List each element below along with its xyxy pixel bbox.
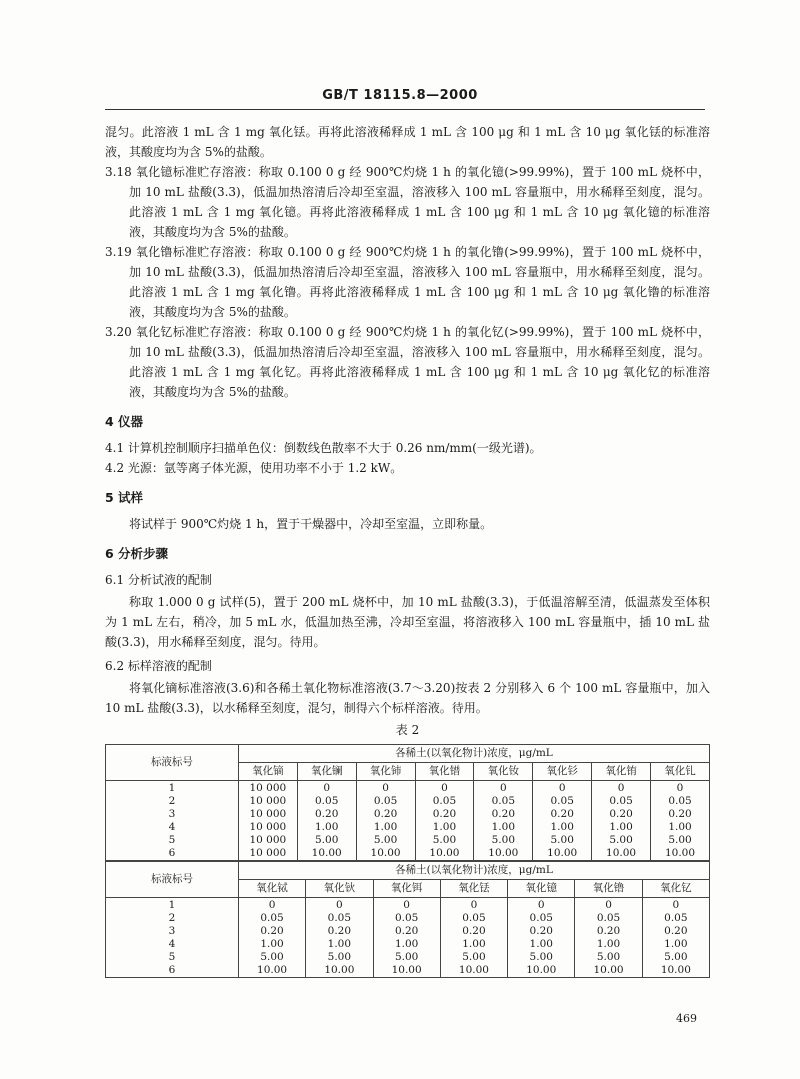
row-header: 标液标号 — [106, 745, 239, 781]
row-label: 2 — [106, 795, 239, 808]
clause-4-2: 4.2 光源：氩等离子体光源，使用功率不小于 1.2 kW。 — [105, 461, 403, 475]
table-cell: 10.00 — [575, 964, 642, 978]
table-row — [106, 964, 710, 978]
table-cell: 0.05 — [508, 912, 575, 925]
standards-table-part1 — [105, 744, 710, 861]
clause-4-1: 4.1 计算机控制顺序扫描单色仪：倒数线色散率不大于 0.26 nm/mm(一级光谱)。 — [105, 441, 542, 455]
table-cell: 10.00 — [440, 964, 507, 978]
table-cell: 5.00 — [533, 834, 592, 847]
table-cell: 5.00 — [575, 951, 642, 964]
table-cell: 0.20 — [533, 808, 592, 821]
table-cell: 0.20 — [297, 808, 356, 821]
table-cell: 5.00 — [415, 834, 474, 847]
clause-6-1-title: 6.1 分析试液的配制 — [105, 573, 212, 587]
table-cell: 0.05 — [642, 912, 709, 925]
table-row — [106, 925, 710, 938]
table-cell: 5.00 — [508, 951, 575, 964]
table-cell: 0.20 — [651, 808, 710, 821]
table-cell: 0.20 — [508, 925, 575, 938]
clause-3-18: 3.18 氧化镱标准贮存溶液：称取 0.100 0 g 经 900℃灼烧 1 h 的氧化镱(>99.99%)，置于 100 mL 烧杯中，加 10 mL 盐酸(3.3)，低温加热溶清后冷却至室温，溶液移入 100 mL 容量瓶中，用水稀释至刻度，混匀。此溶液 1 mL 含 1 mg 氧化镱。再将此溶液稀释成 1 mL 含 100 μg 和 1 mL 含 10 μg 氧化镱的标准溶液，其酸度均为含 5%的盐酸。 — [105, 165, 710, 239]
table-cell: 5.00 — [238, 951, 305, 964]
table-cell: 10 000 — [238, 834, 297, 847]
table-cell: 0.20 — [373, 925, 440, 938]
column-header: 氧化钆 — [651, 763, 710, 781]
section-6-title: 6 分析步骤 — [105, 546, 169, 561]
column-header: 氧化镨 — [415, 763, 474, 781]
column-header: 氧化钬 — [306, 880, 373, 898]
table-cell: 1.00 — [508, 938, 575, 951]
table-cell: 5.00 — [373, 951, 440, 964]
group-header: 各稀土(以氧化物计)浓度，μg/mL — [238, 745, 709, 763]
table-cell: 5.00 — [440, 951, 507, 964]
column-header: 氧化镥 — [575, 880, 642, 898]
table-cell: 1.00 — [592, 821, 651, 834]
table-cell: 0.05 — [356, 795, 415, 808]
table-cell: 0.05 — [238, 912, 305, 925]
table-cell: 10.00 — [474, 847, 533, 861]
group-header: 各稀土(以氧化物计)浓度，μg/mL — [238, 862, 709, 880]
table-cell: 10.00 — [533, 847, 592, 861]
table-cell: 0.20 — [642, 925, 709, 938]
clause-6-1-text: 称取 1.000 0 g 试样(5)，置于 200 mL 烧杯中，加 10 mL 盐酸(3.3)，于低温溶解至清，低温蒸发至体积为 1 mL 左右，稍冷，加 5 mL 水，低温加热至沸，冷却至室温，将溶液移入 100 mL 容量瓶中，插 10 mL 盐酸(3.3)，用水稀释至刻度，混匀。待用。 — [105, 595, 710, 649]
table-cell: 1.00 — [373, 938, 440, 951]
table-cell: 0.05 — [474, 795, 533, 808]
table-cell: 1.00 — [440, 938, 507, 951]
column-header: 氧化镱 — [508, 880, 575, 898]
table-cell: 10 000 — [238, 795, 297, 808]
table-row — [106, 834, 710, 847]
row-header: 标液标号 — [106, 862, 239, 898]
table-cell: 1.00 — [642, 938, 709, 951]
table-cell: 0 — [440, 898, 507, 913]
clause-6-2-title: 6.2 标样溶液的配制 — [105, 659, 212, 673]
table-cell: 1.00 — [533, 821, 592, 834]
section-5-text: 将试样于 900℃灼烧 1 h，置于干燥器中，冷却至室温，立即称量。 — [129, 517, 493, 531]
table-cell: 0 — [373, 898, 440, 913]
column-header: 氧化钕 — [474, 763, 533, 781]
row-label: 4 — [106, 938, 239, 951]
table-cell: 10.00 — [373, 964, 440, 978]
column-header: 氧化铥 — [440, 880, 507, 898]
column-header: 氧化铒 — [373, 880, 440, 898]
section-4-title: 4 仪器 — [105, 414, 144, 429]
table-caption: 表 2 — [395, 723, 420, 737]
table-cell: 5.00 — [356, 834, 415, 847]
standards-table-part2 — [105, 861, 710, 978]
table-cell: 0.20 — [415, 808, 474, 821]
table-cell: 0 — [297, 781, 356, 796]
table-cell: 10 000 — [238, 781, 297, 796]
row-label: 1 — [106, 898, 239, 913]
column-header: 氧化镧 — [297, 763, 356, 781]
table-cell: 0 — [474, 781, 533, 796]
table-row — [106, 938, 710, 951]
table-cell: 0 — [415, 781, 474, 796]
column-header: 氧化钐 — [533, 763, 592, 781]
table-cell: 0 — [306, 898, 373, 913]
table-cell: 1.00 — [356, 821, 415, 834]
table-cell: 0.05 — [415, 795, 474, 808]
page-number: 469 — [676, 1012, 697, 1025]
table-cell: 1.00 — [415, 821, 474, 834]
table-cell: 0.05 — [373, 912, 440, 925]
table-cell: 10.00 — [508, 964, 575, 978]
row-label: 5 — [106, 951, 239, 964]
clause-6-2-text: 将氧化镝标准溶液(3.6)和各稀土氧化物标准溶液(3.7～3.20)按表 2 分别移入 6 个 100 mL 容量瓶中，加入 10 mL 盐酸(3.3)，以水稀释至刻度，混匀，制得六个标样溶液。待用。 — [105, 681, 710, 715]
table-cell: 5.00 — [306, 951, 373, 964]
table-cell: 10.00 — [642, 964, 709, 978]
table-cell: 1.00 — [575, 938, 642, 951]
table-cell: 0 — [642, 898, 709, 913]
table-cell: 10.00 — [297, 847, 356, 861]
table-cell: 0 — [592, 781, 651, 796]
table-cell: 0.20 — [575, 925, 642, 938]
table-cell: 1.00 — [297, 821, 356, 834]
clause-3-19: 3.19 氧化镥标准贮存溶液：称取 0.100 0 g 经 900℃灼烧 1 h 的氧化镥(>99.99%)，置于 100 mL 烧杯中，加 10 mL 盐酸(3.3)，低温加热溶清后冷却至室温，溶液移入 100 mL 容量瓶中，用水稀释至刻度，混匀。此溶液 1 mL 含 1 mg 氧化镥。再将此溶液稀释成 1 mL 含 100 μg 和 1 mL 含 10 μg 氧化镥的标准溶液，其酸度均为含 5%的盐酸。 — [105, 245, 710, 319]
header-rule — [105, 109, 705, 110]
table-cell: 1.00 — [651, 821, 710, 834]
table-cell: 5.00 — [297, 834, 356, 847]
table-cell: 0.20 — [306, 925, 373, 938]
column-header: 氧化钇 — [642, 880, 709, 898]
table-cell: 5.00 — [474, 834, 533, 847]
table-cell: 0.20 — [238, 925, 305, 938]
row-label: 6 — [106, 847, 239, 861]
table-cell: 5.00 — [642, 951, 709, 964]
table-cell: 10 000 — [238, 821, 297, 834]
table-row — [106, 808, 710, 821]
table-cell: 10.00 — [238, 964, 305, 978]
table-row — [106, 898, 710, 913]
table-cell: 0 — [651, 781, 710, 796]
table-row — [106, 821, 710, 834]
table-cell: 0.05 — [575, 912, 642, 925]
row-label: 6 — [106, 964, 239, 978]
table-row — [106, 847, 710, 861]
paragraph-continuation: 混匀。此溶液 1 mL 含 1 mg 氧化铥。再将此溶液稀释成 1 mL 含 100 μg 和 1 mL 含 10 μg 氧化铥的标准溶液，其酸度均为含 5%的盐酸。 — [105, 125, 710, 159]
table-cell: 0 — [356, 781, 415, 796]
row-label: 5 — [106, 834, 239, 847]
row-label: 2 — [106, 912, 239, 925]
table-row — [106, 951, 710, 964]
standard-header: GB/T 18115.8—2000 — [322, 88, 478, 103]
table-cell: 10.00 — [415, 847, 474, 861]
table-cell: 0 — [575, 898, 642, 913]
table-cell: 0.20 — [356, 808, 415, 821]
table-cell: 0.05 — [440, 912, 507, 925]
page-content — [105, 122, 710, 978]
table-cell: 0.05 — [651, 795, 710, 808]
table-cell: 0 — [238, 898, 305, 913]
column-header: 氧化镝 — [238, 763, 297, 781]
section-5-title: 5 试样 — [105, 490, 144, 505]
table-cell: 0.05 — [297, 795, 356, 808]
table-cell: 10 000 — [238, 847, 297, 861]
column-header: 氧化铕 — [592, 763, 651, 781]
clause-3-20: 3.20 氧化钇标准贮存溶液：称取 0.100 0 g 经 900℃灼烧 1 h 的氧化钇(>99.99%)，置于 100 mL 烧杯中，加 10 mL 盐酸(3.3)，低温加热溶清后冷却至室温，溶液移入 100 mL 容量瓶中，用水稀释至刻度，混匀。此溶液 1 mL 含 1 mg 氧化钇。再将此溶液稀释成 1 mL 含 100 μg 和 1 mL 含 10 μg 氧化钇的标准溶液，其酸度均为含 5%的盐酸。 — [105, 325, 710, 399]
table-cell: 1.00 — [474, 821, 533, 834]
table-cell: 0.20 — [440, 925, 507, 938]
table-cell: 0.20 — [474, 808, 533, 821]
row-label: 3 — [106, 808, 239, 821]
row-label: 4 — [106, 821, 239, 834]
table-cell: 1.00 — [238, 938, 305, 951]
table-cell: 0.05 — [533, 795, 592, 808]
table-cell: 0.05 — [306, 912, 373, 925]
table-row — [106, 912, 710, 925]
column-header: 氧化铈 — [356, 763, 415, 781]
table-cell: 10.00 — [651, 847, 710, 861]
table-cell: 1.00 — [306, 938, 373, 951]
table-cell: 10.00 — [356, 847, 415, 861]
row-label: 3 — [106, 925, 239, 938]
table-cell: 10.00 — [592, 847, 651, 861]
table-row — [106, 795, 710, 808]
table-row — [106, 781, 710, 796]
table-cell: 5.00 — [592, 834, 651, 847]
table-cell: 0 — [508, 898, 575, 913]
table-cell: 10.00 — [306, 964, 373, 978]
table-cell: 0.20 — [592, 808, 651, 821]
table-cell: 10 000 — [238, 808, 297, 821]
column-header: 氧化铽 — [238, 880, 305, 898]
table-cell: 0 — [533, 781, 592, 796]
table-cell: 0.05 — [592, 795, 651, 808]
table-cell: 5.00 — [651, 834, 710, 847]
row-label: 1 — [106, 781, 239, 796]
